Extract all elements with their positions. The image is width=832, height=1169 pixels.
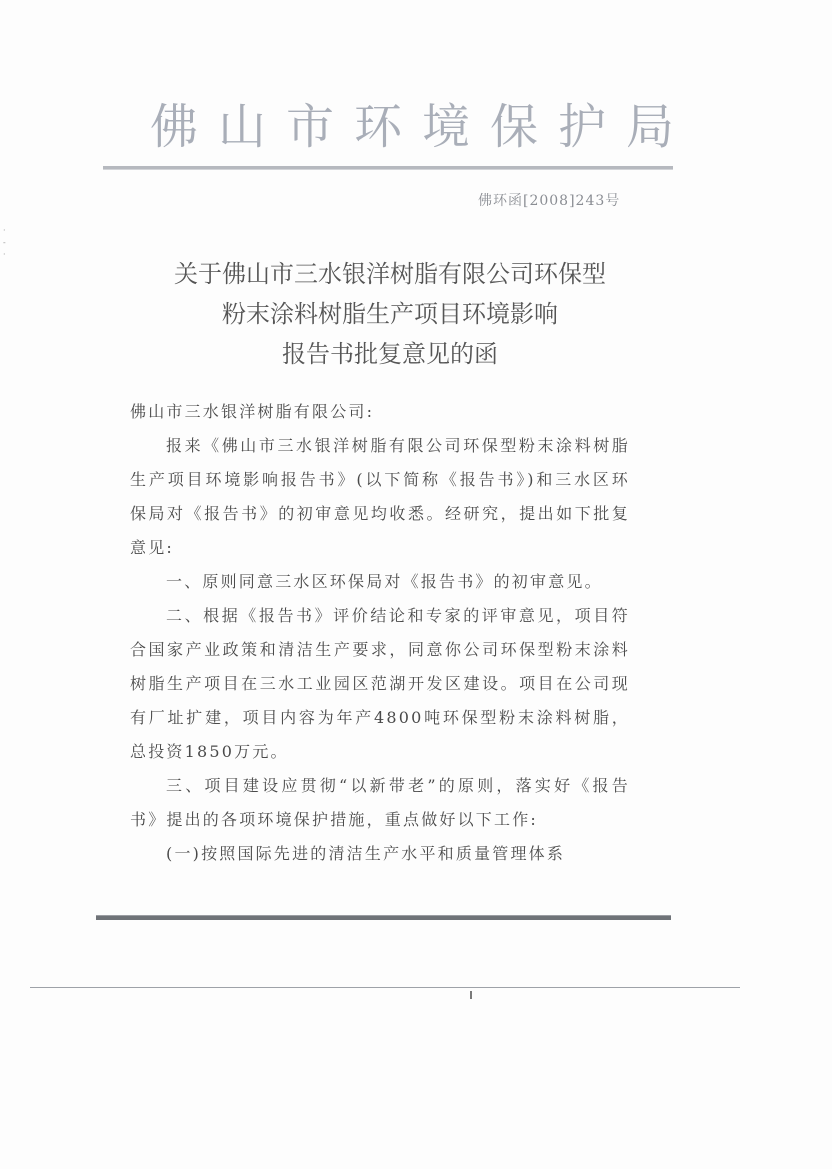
- paragraph: 一、原则同意三水区环保局对《报告书》的初审意见。: [166, 572, 603, 591]
- title-line: 粉末涂料树脂生产项目环境影响: [222, 300, 558, 328]
- letterhead-rule: [103, 166, 673, 170]
- document-body: [130, 395, 630, 871]
- footer-rule: [30, 987, 740, 988]
- title-line: 报告书批复意见的函: [282, 340, 498, 368]
- paragraph: 报来《佛山市三水银洋树脂有限公司环保型粉末涂料树脂生产项目环境影响报告书》(以下简称《报告书》)和三水区环保局对《报告书》的初审意见均收悉。经研究，提出如下批复意见:: [130, 436, 630, 557]
- bottom-rule: [96, 915, 671, 920]
- scan-edge-mark: · - ·: [3, 226, 6, 259]
- document-title: [120, 254, 660, 374]
- paragraph: 二、根据《报告书》评价结论和专家的评审意见，项目符合国家产业政策和清洁生产要求，同意你公司环保型粉末涂料树脂生产项目在三水工业园区范湖开发区建设。项目在公司现有厂址扩建，项目内容为年产4800吨环保型粉末涂料树脂，总投资1850万元。: [130, 606, 630, 761]
- page-mark: [470, 991, 472, 999]
- letterhead-organization: 佛山市环境保护局: [150, 99, 695, 155]
- paragraph: (一)按照国际先进的清洁生产水平和质量管理体系: [166, 844, 566, 863]
- document-number: 佛环函[2008]243号: [478, 193, 621, 209]
- paragraph: 三、项目建设应贯彻“以新带老”的原则，落实好《报告书》提出的各项环境保护措施，重点做好以下工作:: [130, 776, 630, 829]
- addressee: 佛山市三水银洋树脂有限公司:: [130, 402, 375, 421]
- title-line: 关于佛山市三水银洋树脂有限公司环保型: [174, 260, 606, 288]
